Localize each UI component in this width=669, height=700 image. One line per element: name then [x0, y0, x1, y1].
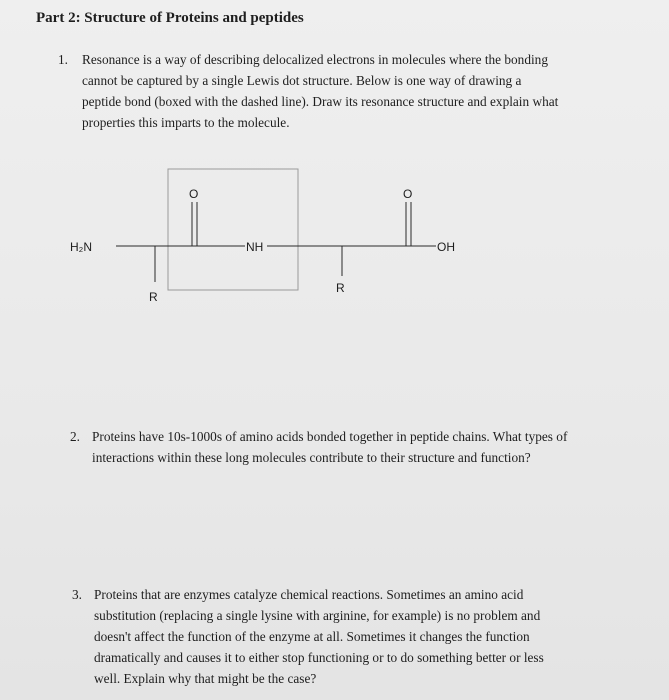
question-3-line: doesn't affect the function of the enzyme at all. Sometimes it changes the function: [94, 629, 530, 644]
section-title: Part 2: Structure of Proteins and peptides: [36, 10, 304, 26]
question-1-text: [82, 49, 658, 133]
question-3-number: 3.: [72, 587, 82, 602]
question-2-text: [92, 426, 660, 468]
amine-label: H₂N: [70, 240, 92, 254]
question-1-line: properties this imparts to the molecule.: [82, 115, 290, 130]
question-1-number: 1.: [58, 52, 68, 67]
question-3-line: dramatically and causes it to either stop functioning or to do something better or less: [94, 650, 544, 665]
question-2-number: 2.: [70, 429, 80, 444]
question-3-line: Proteins that are enzymes catalyze chemical reactions. Sometimes an amino acid: [94, 587, 524, 602]
question-1-line: peptide bond (boxed with the dashed line). Draw its resonance structure and explain what: [82, 94, 559, 109]
r-group-2-label: R: [336, 281, 345, 295]
question-3-text: [94, 584, 632, 689]
amide-nh-label: NH: [246, 240, 264, 254]
question-3-line: well. Explain why that might be the case?: [94, 671, 317, 686]
oxygen-2-label: O: [403, 187, 413, 201]
peptide-bond-diagram: [0, 160, 669, 310]
oxygen-1-label: O: [189, 187, 199, 201]
question-3-line: substitution (replacing a single lysine with arginine, for example) is no problem and: [94, 608, 541, 623]
hydroxyl-label: OH: [437, 240, 455, 254]
question-2-line: interactions within these long molecules contribute to their structure and function?: [92, 450, 531, 465]
question-1-line: Resonance is a way of describing delocalized electrons in molecules where the bonding: [82, 52, 548, 67]
peptide-bond-box: [168, 169, 298, 290]
question-1-line: cannot be captured by a single Lewis dot structure. Below is one way of drawing a: [82, 73, 522, 88]
r-group-1-label: R: [149, 290, 158, 304]
question-2-line: Proteins have 10s-1000s of amino acids bonded together in peptide chains. What types of: [92, 429, 568, 444]
